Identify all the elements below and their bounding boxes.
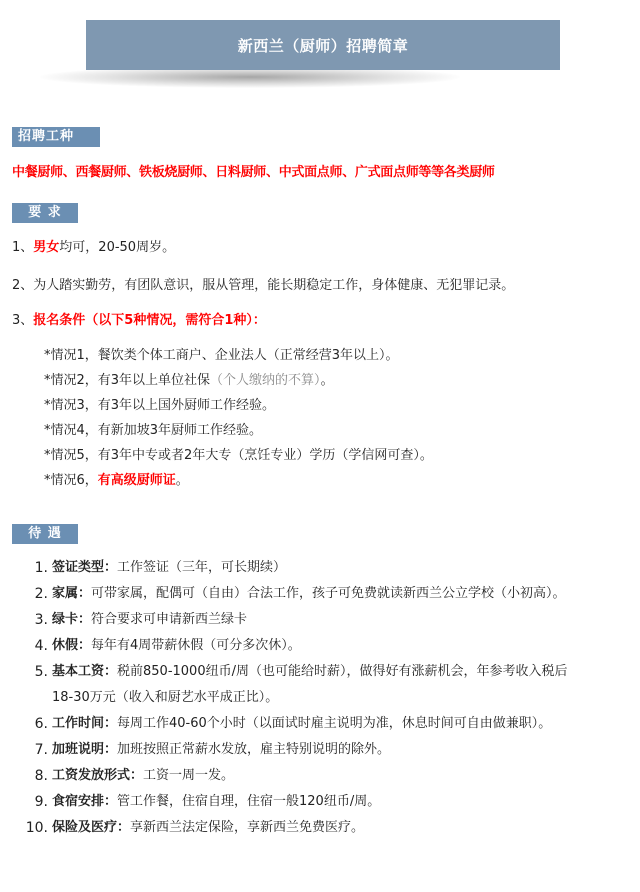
benefit-text: 每年有4周带薪休假（可分多次休）。	[91, 638, 301, 653]
requirement-3	[12, 309, 266, 328]
benefit-text: 享新西兰法定保险，享新西兰免费医疗。	[130, 820, 365, 835]
benefit-label: 食宿安排：	[52, 794, 118, 809]
case-item	[44, 393, 433, 418]
case-note: （个人缴纳的不算）	[210, 373, 321, 388]
benefit-number: 4.	[34, 638, 48, 654]
benefit-label: 家属：	[52, 586, 92, 601]
benefits-section-tag: 待 遇	[12, 524, 78, 544]
benefit-number: 3.	[34, 612, 48, 628]
case-text: *情况5，有3年中专或者2年大专（烹饪专业）学历（学信网可查）。	[44, 448, 433, 463]
benefit-item	[22, 815, 582, 841]
benefit-text: 符合要求可申请新西兰绿卡	[91, 612, 248, 627]
benefit-text: 加班按照正常薪水发放，雇主特别说明的除外。	[117, 742, 391, 757]
case-text: *情况3，有3年以上国外厨师工作经验。	[44, 398, 276, 413]
benefit-number: 7.	[34, 742, 48, 758]
benefit-label: 加班说明：	[52, 742, 118, 757]
title-banner	[86, 20, 560, 74]
benefit-item	[22, 763, 582, 789]
benefit-item	[22, 711, 582, 737]
case-text: *情况2，有3年以上单位社保	[44, 373, 211, 388]
benefit-item	[22, 789, 582, 815]
benefit-number: 8.	[34, 768, 48, 784]
case-text: *情况6，	[44, 473, 98, 488]
benefit-number: 5.	[34, 664, 48, 680]
benefit-number: 10.	[25, 820, 48, 836]
page-title: 新西兰（厨师）招聘简章	[86, 20, 560, 70]
case-item	[44, 468, 433, 493]
case-item	[44, 443, 433, 468]
requirement-1	[12, 236, 175, 255]
benefit-text: 工资一周一发。	[143, 768, 235, 783]
benefit-text: 管工作餐，住宿自理，住宿一般120纽币/周。	[117, 794, 381, 809]
case-list	[44, 343, 433, 493]
benefit-label: 签证类型：	[52, 560, 118, 575]
case-item	[44, 343, 433, 368]
requirements-section-tag: 要 求	[12, 203, 78, 223]
requirement-2: 2、为人踏实勤劳，有团队意识，服从管理，能长期稳定工作，身体健康、无犯罪记录。	[12, 278, 515, 293]
benefit-label: 保险及医疗：	[52, 820, 131, 835]
case-item	[44, 368, 433, 393]
requirement-1-prefix: 1、	[12, 240, 34, 255]
benefit-item	[22, 633, 582, 659]
case-tail: 。	[320, 373, 334, 388]
positions-section-tag: 招聘工种	[12, 127, 100, 147]
requirement-3-highlight: 报名条件（以下5种情况，需符合1种）：	[33, 313, 266, 328]
benefit-item	[22, 607, 582, 633]
benefit-label: 工资发放形式：	[52, 768, 144, 783]
case-item	[44, 418, 433, 443]
benefit-number: 9.	[34, 794, 48, 810]
benefit-label: 绿卡：	[52, 612, 92, 627]
benefit-text: 税前850-1000纽币/周（也可能给时薪），做得好有涨薪机会，年参考收入税后18-30万元（收入和厨艺水平成正比）。	[52, 664, 568, 705]
benefits-list	[22, 555, 582, 841]
benefit-item	[22, 581, 582, 607]
positions-list: 中餐厨师、西餐厨师、铁板烧厨师、日料厨师、中式面点师、广式面点师等等各类厨师	[12, 165, 495, 180]
benefit-text: 每周工作40-60个小时（以面试时雇主说明为准，休息时间可自由做兼职）。	[117, 716, 552, 731]
benefit-item	[22, 659, 582, 711]
case-text: *情况1，餐饮类个体工商户、企业法人（正常经营3年以上）。	[44, 348, 399, 363]
benefit-item	[22, 737, 582, 763]
benefit-item	[22, 555, 582, 581]
benefit-number: 2.	[34, 586, 48, 602]
case-highlight: 有高级厨师证	[97, 473, 176, 488]
case-text: *情况4，有新加坡3年厨师工作经验。	[44, 423, 263, 438]
benefit-text: 可带家属，配偶可（自由）合法工作，孩子可免费就读新西兰公立学校（小初高）。	[91, 586, 566, 601]
benefit-label: 休假：	[52, 638, 92, 653]
benefit-label: 工作时间：	[52, 716, 118, 731]
requirement-1-highlight: 男女	[33, 240, 60, 255]
benefit-number: 1.	[34, 560, 48, 576]
requirement-1-text: 均可，20-50周岁。	[59, 240, 176, 255]
benefit-number: 6.	[34, 716, 48, 732]
requirement-3-prefix: 3、	[12, 313, 34, 328]
benefit-text: 工作签证（三年，可长期续）	[117, 560, 287, 575]
benefit-label: 基本工资：	[52, 664, 118, 679]
case-tail: 。	[175, 473, 189, 488]
